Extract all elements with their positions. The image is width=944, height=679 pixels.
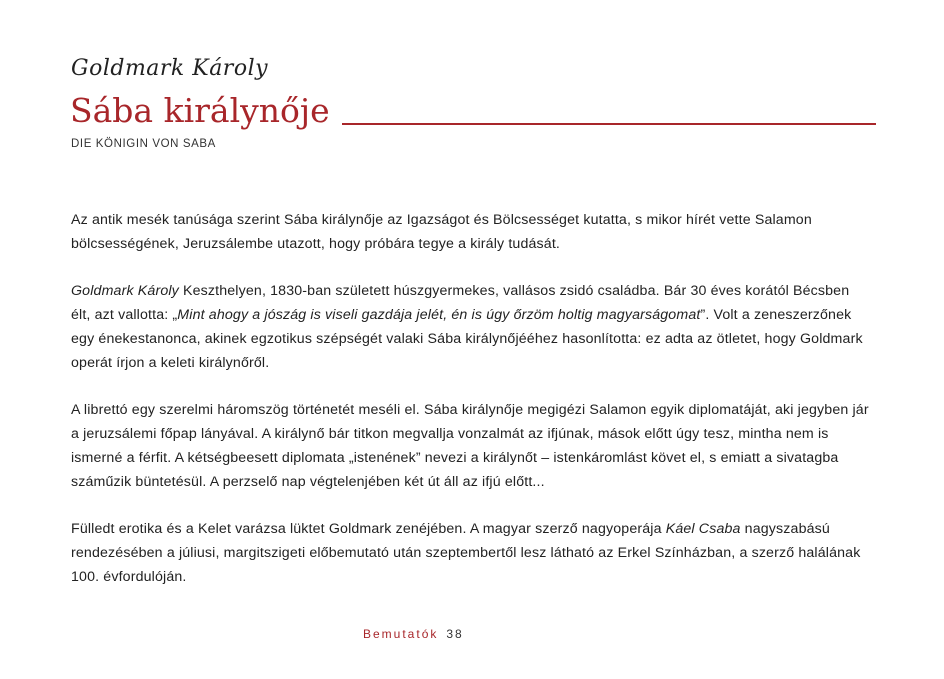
page-number: 38 <box>446 627 464 641</box>
paragraph-1 <box>71 208 871 256</box>
paragraph-3-text: A librettó egy szerelmi háromszög történetét meséli el. Sába királynője megigézi Salamon egyik diplomatáját, aki jegyben jár a jeruzsálemi főpap lányával. A királynő bár titkon megvallja vonzalmát az ifjúnak, mások előtt úgy tesz, mintha nem is ismerné a férfit. A kétségbeesett diplomata „istenének” nevezi a királynőt – istenkáromlást követ el, s emiatt a sivatagba száműzik büntetésül. A perzselő nap végtelenjében két út áll az ifjú előtt... <box>71 402 869 490</box>
article-body <box>71 208 871 612</box>
page-footer <box>363 627 464 641</box>
composer-name-inline: Goldmark Károly <box>71 283 179 299</box>
paragraph-4-text-b: nagyszabású rendezésében a júliusi, margitszigeti előbemutató után szeptembertől lesz látható az Erkel Színházban, a szerző halálának 100. évfordulóján. <box>71 521 861 585</box>
title-rule <box>342 123 876 125</box>
paragraph-1-text: Az antik mesék tanúsága szerint Sába királynője az Igazságot és Bölcsességet kutatta, s mikor hírét vette Salamon bölcsességének, Jeruzsálembe utazott, hogy próbára tegye a király tudását. <box>71 212 812 252</box>
title-row <box>70 92 876 130</box>
paragraph-4-text-a: Fülledt erotika és a Kelet varázsa lüktet Goldmark zenéjében. A magyar szerző nagyoperája <box>71 521 666 537</box>
page-title: Sába királynője <box>70 91 330 130</box>
subtitle: DIE KÖNIGIN VON SABA <box>71 138 216 150</box>
quote: Mint ahogy a jószág is viseli gazdája jelét, én is úgy őrzöm holtig magyarságomat <box>177 307 701 323</box>
paragraph-2 <box>71 279 871 375</box>
director-name: Káel Csaba <box>665 521 741 537</box>
paragraph-2-text-b: ”. Volt a zeneszerzőnek egy énekestanonca, akinek egzotikus szépségét valaki Sába királynőjééhez hasonlította: ez adta az ötletet, hogy Goldmark operát írjon a keleti királynőről. <box>71 307 863 371</box>
section-label: Bemutatók <box>363 627 439 641</box>
composer-name: Goldmark Károly <box>71 56 269 81</box>
paragraph-4 <box>71 517 871 589</box>
paragraph-3 <box>71 398 871 494</box>
paragraph-2-text-a: Keszthelyen, 1830-ban született húszgyermekes, vallásos zsidó családba. Bár 30 éves korától Bécsben élt, azt vallotta: „ <box>71 283 850 323</box>
